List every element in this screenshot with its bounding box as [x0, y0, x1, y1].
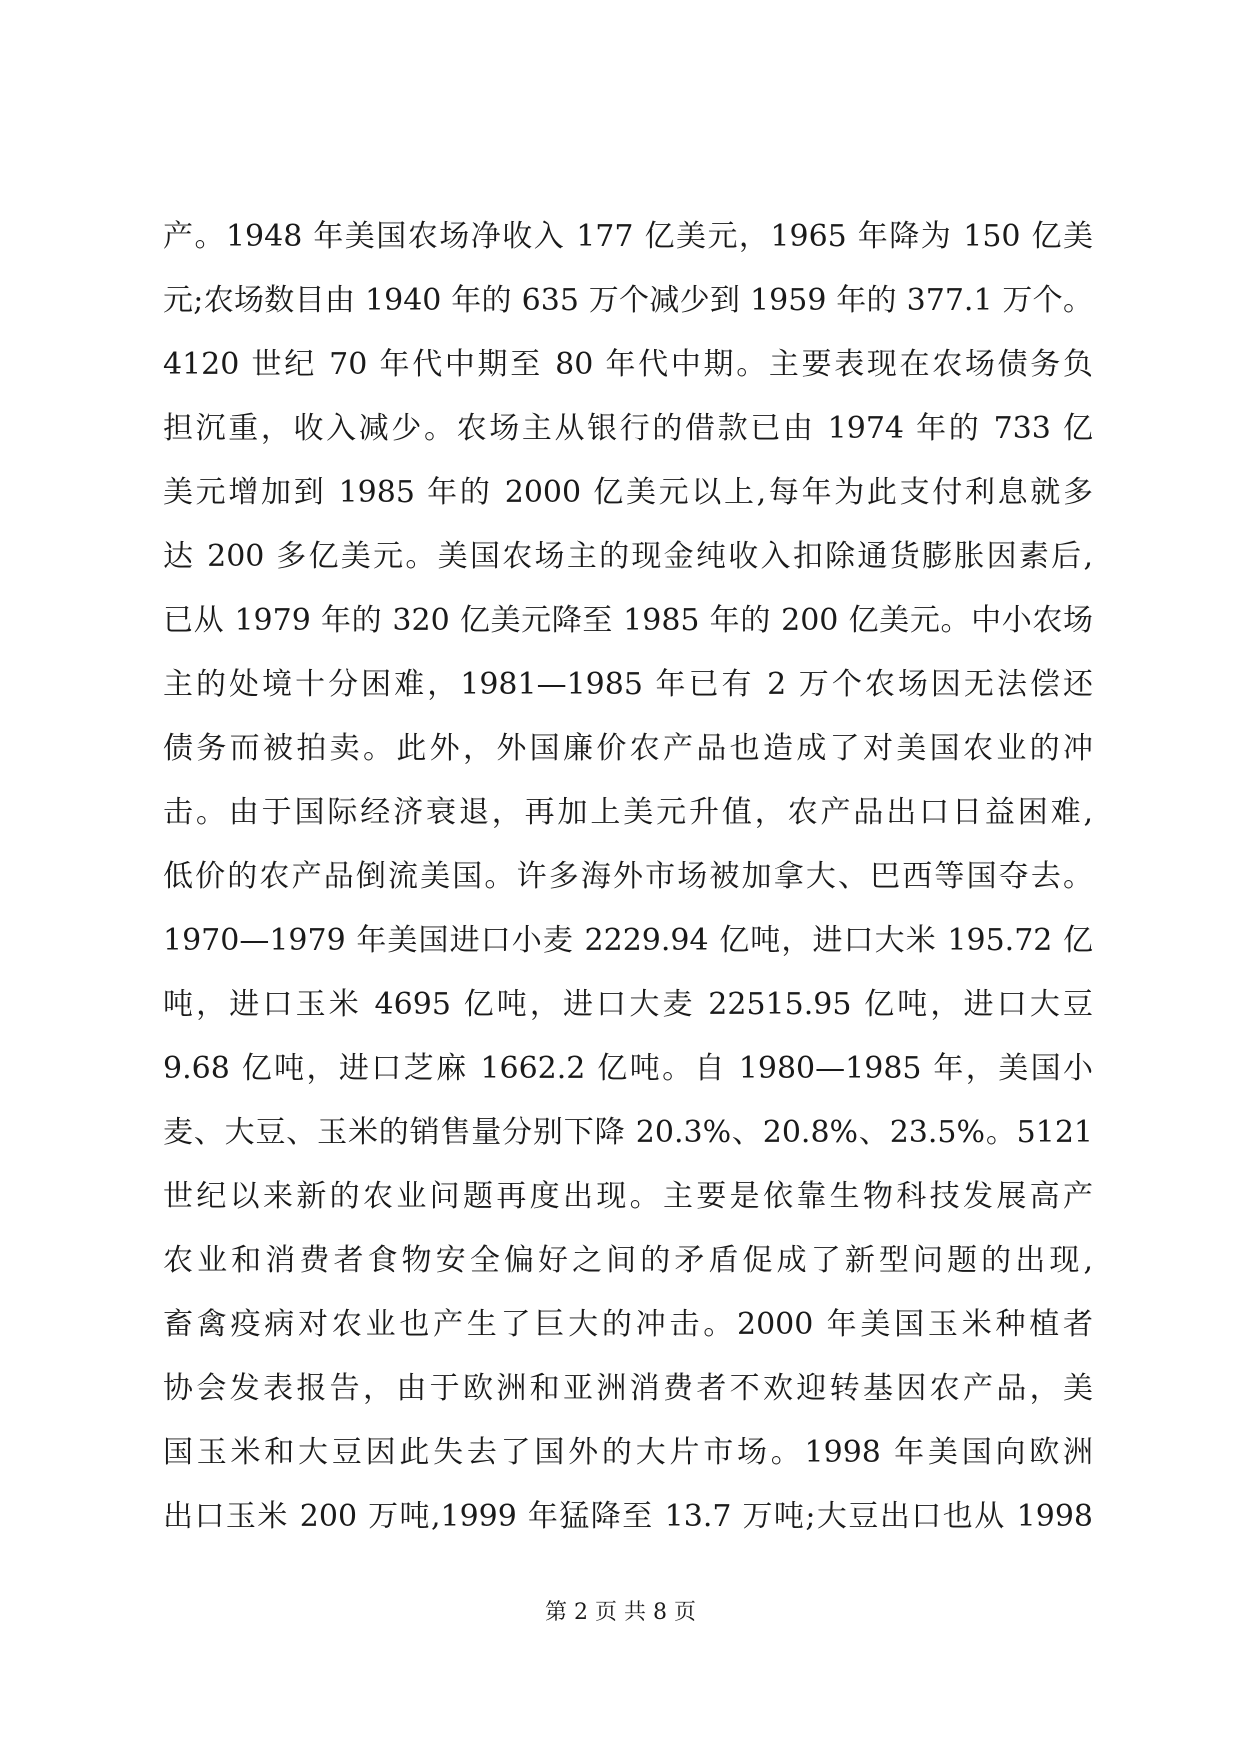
- text-line: 4120 世纪 70 年代中期至 80 年代中期。主要表现在农场债务负: [163, 347, 1093, 382]
- text-line: 产。1948 年美国农场净收入 177 亿美元，1965 年降为 150 亿美: [163, 219, 1093, 254]
- text-line: 低价的农产品倒流美国。许多海外市场被加拿大、巴西等国夺去。: [163, 859, 1093, 894]
- text-line: 畜禽疫病对农业也产生了巨大的冲击。2000 年美国玉米种植者: [163, 1307, 1093, 1342]
- text-line: 击。由于国际经济衰退，再加上美元升值，农产品出口日益困难,: [163, 795, 1093, 830]
- text-line: 吨，进口玉米 4695 亿吨，进口大麦 22515.95 亿吨，进口大豆: [163, 987, 1093, 1022]
- text-line: 美元增加到 1985 年的 2000 亿美元以上,每年为此支付利息就多: [163, 475, 1093, 510]
- text-line: 元;农场数目由 1940 年的 635 万个减少到 1959 年的 377.1 万个。: [163, 283, 1093, 318]
- page-footer: [0, 1598, 1241, 1628]
- text-line: 世纪以来新的农业问题再度出现。主要是依靠生物科技发展高产: [163, 1179, 1093, 1214]
- text-line: 担沉重，收入减少。农场主从银行的借款已由 1974 年的 733 亿: [163, 411, 1093, 446]
- text-line: 已从 1979 年的 320 亿美元降至 1985 年的 200 亿美元。中小农场: [163, 603, 1093, 638]
- text-line: 达 200 多亿美元。美国农场主的现金纯收入扣除通货膨胀因素后,: [163, 539, 1093, 574]
- text-line: 主的处境十分困难，1981—1985 年已有 2 万个农场因无法偿还: [163, 667, 1093, 702]
- text-line: 农业和消费者食物安全偏好之间的矛盾促成了新型问题的出现,: [163, 1243, 1093, 1278]
- text-line: 9.68 亿吨，进口芝麻 1662.2 亿吨。自 1980—1985 年，美国小: [163, 1051, 1093, 1086]
- text-line: 麦、大豆、玉米的销售量分别下降 20.3%、20.8%、23.5%。5121: [163, 1115, 1093, 1150]
- text-line: 债务而被拍卖。此外，外国廉价农产品也造成了对美国农业的冲: [163, 731, 1093, 766]
- page-number: 第 2 页 共 8 页: [545, 1600, 696, 1625]
- text-line: 协会发表报告，由于欧洲和亚洲消费者不欢迎转基因农产品，美: [163, 1371, 1093, 1406]
- text-line: 出口玉米 200 万吨,1999 年猛降至 13.7 万吨;大豆出口也从 1998: [163, 1499, 1093, 1534]
- body-text: [163, 205, 1093, 1549]
- text-line: 1970—1979 年美国进口小麦 2229.94 亿吨，进口大米 195.72 亿: [163, 923, 1093, 958]
- text-line: 国玉米和大豆因此失去了国外的大片市场。1998 年美国向欧洲: [163, 1435, 1093, 1470]
